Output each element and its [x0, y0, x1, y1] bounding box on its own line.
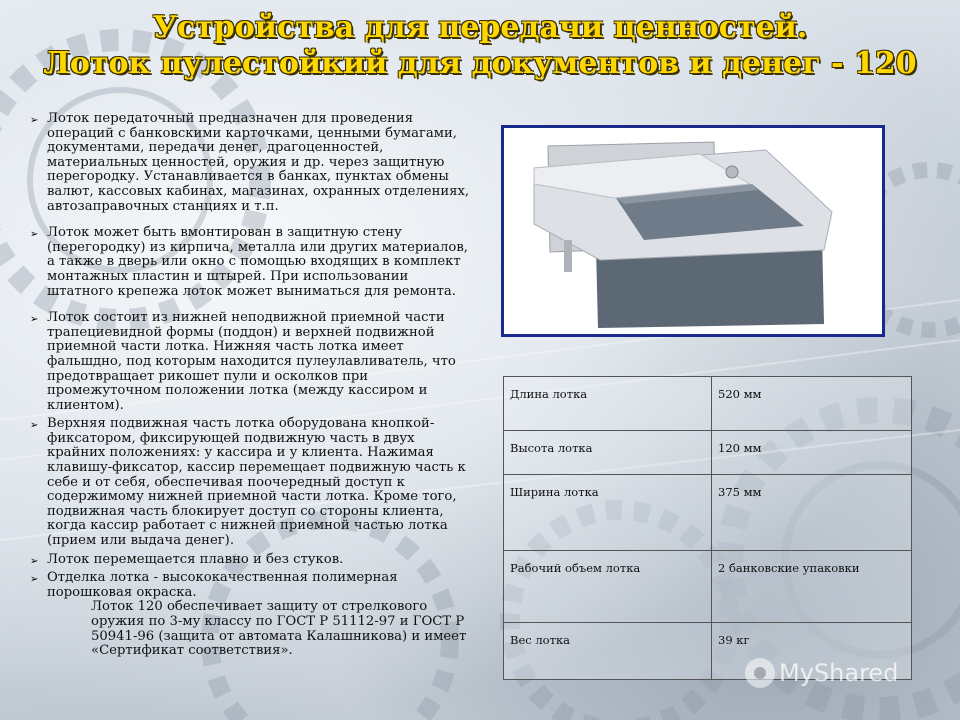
arrow-bullet-icon: ➢ — [30, 555, 39, 567]
arrow-bullet-icon: ➢ — [30, 574, 39, 586]
title-line-2: Лоток пулестойкий для документов и денег - 120 — [43, 46, 917, 81]
list-item-text: Лоток состоит из нижней неподвижной приемной части трапециевидной формы (поддон) и верхней подвижной приемной части лотка. Нижняя часть лотка имеет фальшдно, под которым находится пулеулавливатель, что предотвращает рикошет пули и осколков при промежуточном положении лотка (между кассиром и клиентом). — [47, 310, 456, 413]
list-item-text: Лоток передаточный предназначен для проведения операций с банковскими карточками, ценными бумагами, документами, передачи денег, драгоценностей, материальных ценностей, оружия и др. через защитную перегородку. Устанавливается в банках, пунктах обмены валют, кассовых кабинах, магазинах, охранных отделениях, автозаправочных станциях и т.п. — [47, 111, 470, 214]
certification-paragraph: Лоток 120 обеспечивает защиту от стрелкового оружия по 3-му классу по ГОСТ Р 51112-97 и ГОСТ Р 50941-96 (защита от автомата Калашникова) и имеет «Сертификат соответствия». — [91, 599, 467, 659]
table-row — [504, 551, 912, 623]
list-item-text: Лоток перемещается плавно и без стуков. — [47, 551, 344, 567]
list-item — [30, 553, 470, 568]
list-item — [30, 417, 470, 548]
watermark — [745, 658, 898, 688]
list-item-text: Отделка лотка - высококачественная полимерная порошковая окраска. — [47, 570, 398, 600]
list-item — [30, 571, 470, 659]
list-item — [30, 226, 470, 299]
arrow-bullet-icon: ➢ — [30, 314, 39, 326]
title-line-1: Устройства для передачи ценностей. — [152, 10, 808, 45]
table-row — [504, 431, 912, 475]
product-photo — [501, 125, 885, 337]
spec-label: Рабочий объем лотка — [504, 551, 712, 623]
spec-value: 39 кг — [712, 623, 912, 680]
list-item-text: Лоток может быть вмонтирован в защитную стену (перегородку) из кирпича, металла или других материалов, а также в дверь или окно с помощью входящих в комплект монтажных пластин и штырей. При использовании штатного крепежа лоток может выниматься для ремонта. — [47, 225, 468, 299]
spec-label: Ширина лотка — [504, 475, 712, 551]
list-item — [30, 311, 470, 413]
description-list — [30, 112, 470, 663]
list-item-text: Верхняя подвижная часть лотка оборудована кнопкой-фиксатором, фиксирующей подвижную часть в двух крайних положениях: у кассира и у клиента. Нажимая клавишу-фиксатор, кассир перемещает подвижную часть к себе и от себя, обеспечивая поочередный доступ к содержимому нижней приемной части лотка. Кроме того, подвижная часть блокирует доступ со стороны клиента, когда кассир работает с нижней приемной частью лотка (прием или выдача денег). — [47, 416, 466, 549]
arrow-bullet-icon: ➢ — [30, 115, 39, 126]
table-row — [504, 377, 912, 431]
table-row — [504, 475, 912, 551]
arrow-bullet-icon: ➢ — [30, 420, 39, 432]
spec-label: Длина лотка — [504, 377, 712, 431]
spec-label: Вес лотка — [504, 623, 712, 680]
spec-value: 2 банковские упаковки — [712, 551, 912, 623]
watermark-text: MyShared — [779, 659, 899, 687]
arrow-bullet-icon: ➢ — [30, 229, 39, 241]
specs-table — [503, 376, 912, 680]
spec-value: 120 мм — [712, 431, 912, 475]
spec-value: 375 мм — [712, 475, 912, 551]
page-title — [0, 10, 960, 82]
myshared-logo-icon — [745, 658, 775, 688]
spec-value: 520 мм — [712, 377, 912, 431]
list-item — [30, 112, 470, 214]
spec-label: Высота лотка — [504, 431, 712, 475]
